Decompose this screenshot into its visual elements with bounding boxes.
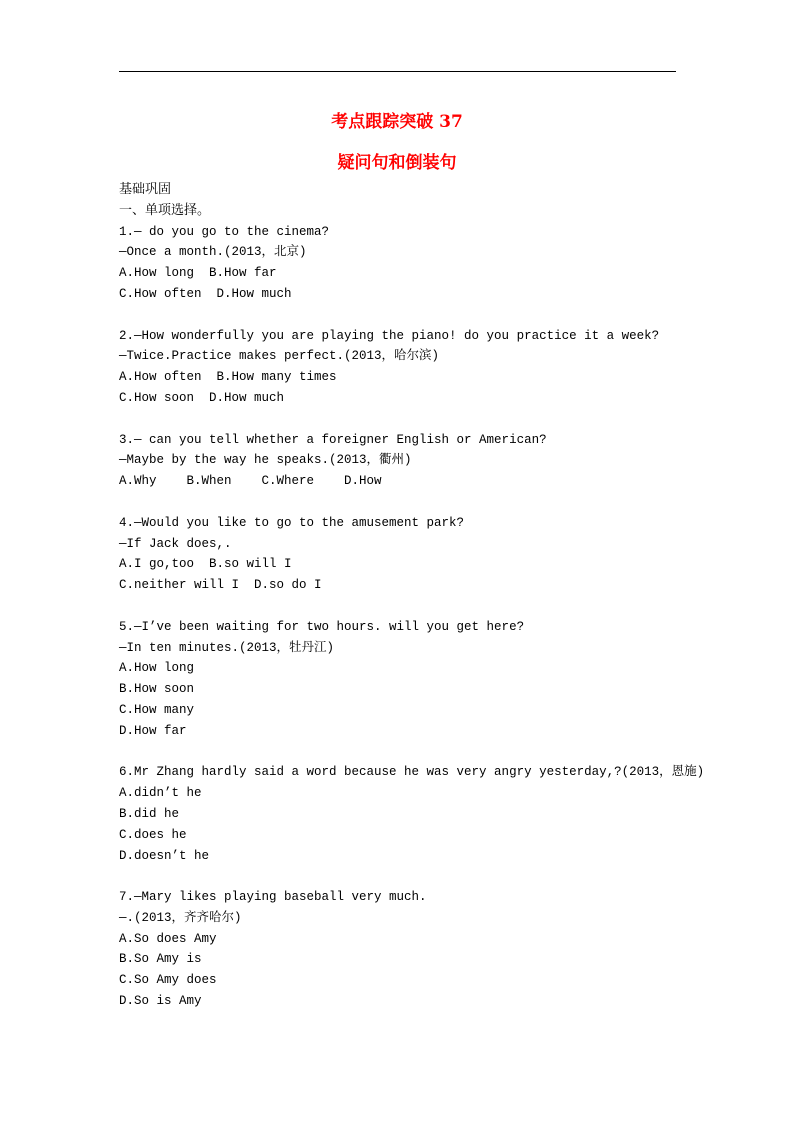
question-2 bbox=[119, 326, 689, 409]
document-body bbox=[119, 180, 705, 1012]
option-c: C.So Amy does bbox=[119, 973, 217, 988]
option-b: B.So Amy is bbox=[119, 952, 202, 967]
options-line: A.How long B.How far bbox=[119, 266, 277, 281]
question-4 bbox=[119, 513, 689, 596]
option-a: A.So does Amy bbox=[119, 931, 217, 946]
document-title: 考点跟踪突破 37 bbox=[331, 112, 463, 132]
option-a: A.didn’t he bbox=[119, 786, 202, 801]
option-d: D.How far bbox=[119, 723, 187, 738]
question-7 bbox=[119, 887, 689, 1012]
question-answer-line: —If Jack does,. bbox=[119, 536, 232, 551]
section-label: 基础巩固 bbox=[119, 182, 172, 197]
option-d: D.So is Amy bbox=[119, 994, 202, 1009]
question-answer-line: —.(2013，齐齐哈尔) bbox=[119, 910, 242, 925]
header-rule bbox=[119, 71, 676, 72]
option-b: B.How soon bbox=[119, 682, 195, 697]
question-3 bbox=[119, 430, 689, 492]
option-a: A.How long bbox=[119, 661, 195, 676]
options-line: A.How often B.How many times bbox=[119, 370, 337, 385]
option-d: D.doesn’t he bbox=[119, 848, 210, 863]
question-stem: 4.—Would you like to go to the amusement park? bbox=[119, 515, 465, 530]
question-answer-line: —Twice.Practice makes perfect.(2013，哈尔滨) bbox=[119, 349, 440, 364]
question-stem: 3.— can you tell whether a foreigner English or American? bbox=[119, 432, 547, 447]
question-5 bbox=[119, 617, 689, 742]
options-line: A.Why B.When C.Where D.How bbox=[119, 474, 382, 489]
document-subtitle: 疑问句和倒装句 bbox=[337, 153, 457, 173]
question-stem: 1.— do you go to the cinema? bbox=[119, 224, 330, 239]
question-answer-line: —Once a month.(2013，北京) bbox=[119, 245, 307, 260]
part-label: 一、单项选择。 bbox=[119, 202, 211, 218]
options-line: C.neither will I D.so do I bbox=[119, 578, 322, 593]
option-b: B.did he bbox=[119, 806, 180, 821]
options-line: A.I go,too B.so will I bbox=[119, 557, 292, 572]
options-line: C.How often D.How much bbox=[119, 286, 292, 301]
options-line: C.How soon D.How much bbox=[119, 390, 285, 405]
question-stem: 7.—Mary likes playing baseball very much. bbox=[119, 890, 427, 905]
question-answer-line: —In ten minutes.(2013，牡丹江) bbox=[119, 640, 335, 655]
question-stem: 6.Mr Zhang hardly said a word because he was very angry yesterday,?(2013，恩施) bbox=[119, 765, 705, 780]
question-1 bbox=[119, 222, 689, 305]
question-6 bbox=[119, 762, 705, 866]
option-c: C.How many bbox=[119, 702, 195, 717]
question-stem: 5.—I’ve been waiting for two hours. will you get here? bbox=[119, 619, 525, 634]
question-stem: 2.—How wonderfully you are playing the piano! do you practice it a week? bbox=[119, 328, 660, 343]
option-c: C.does he bbox=[119, 827, 187, 842]
question-answer-line: —Maybe by the way he speaks.(2013，衢州) bbox=[119, 453, 412, 468]
